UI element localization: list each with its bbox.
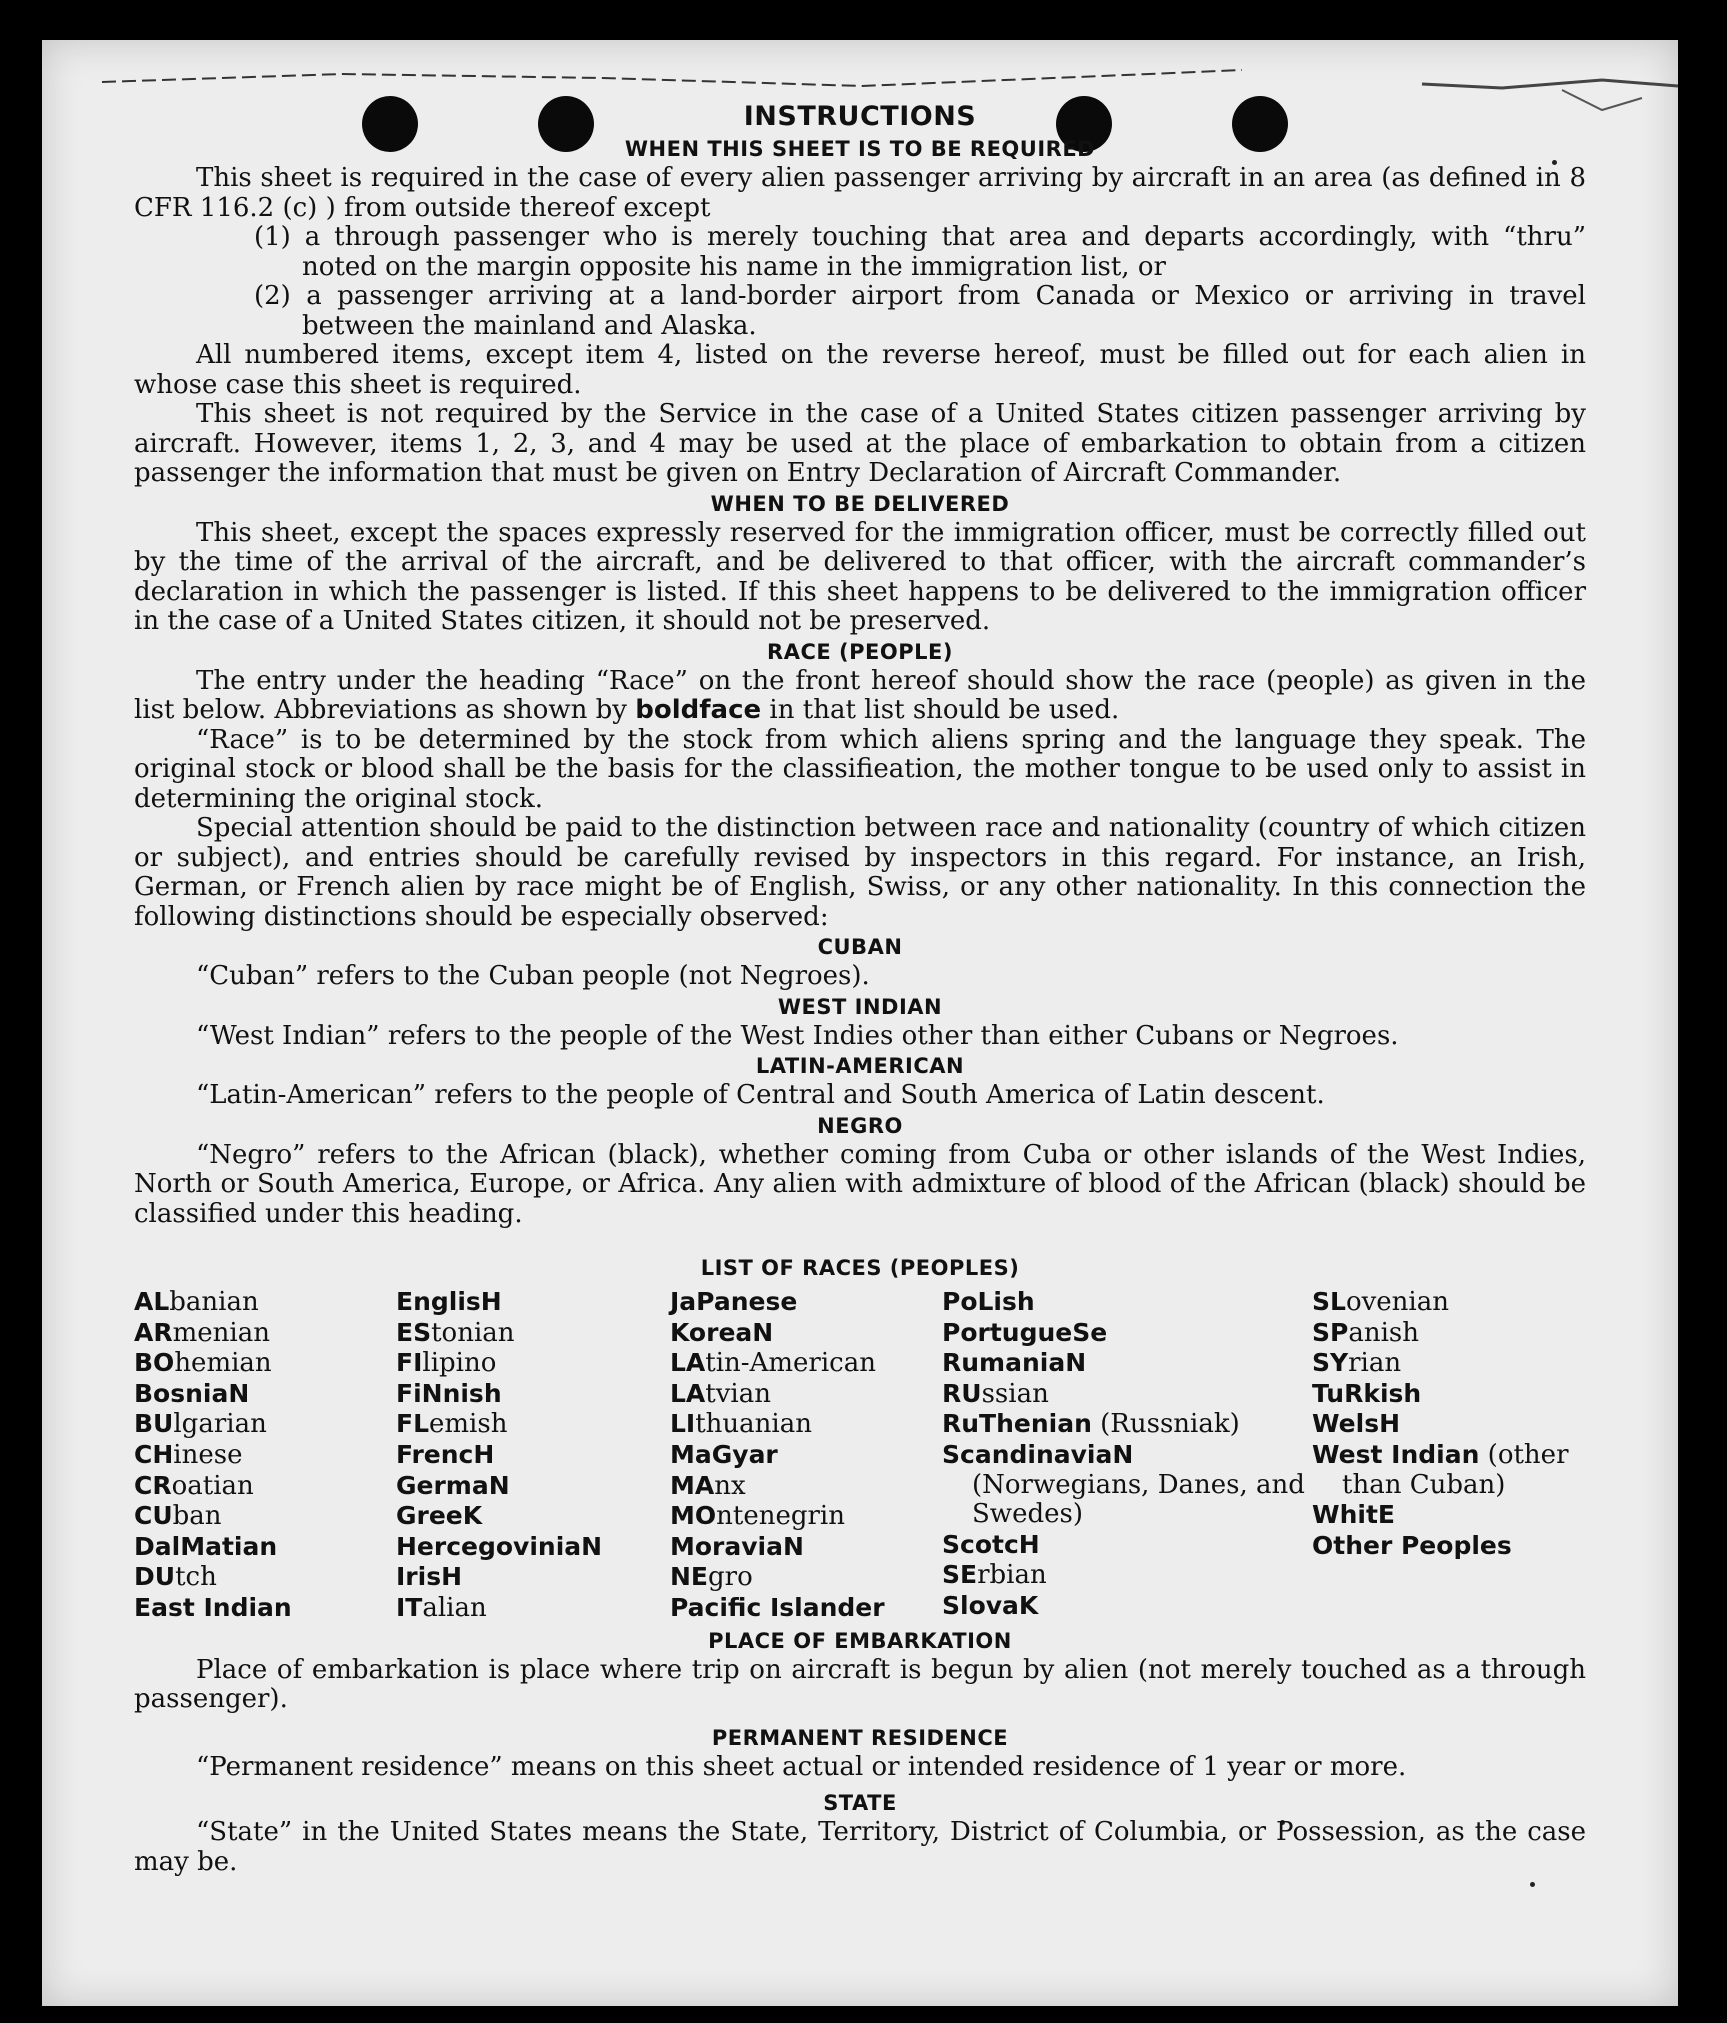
document-sheet: [42, 40, 1678, 2006]
race-abbrev: Pacific Islander: [670, 1592, 885, 1622]
race-abbrev: CU: [134, 1501, 173, 1531]
race-entry: [942, 1318, 1312, 1349]
west-indian-text: “West Indian” refers to the people of the West Indies other than either Cubans or Negroes.: [196, 1020, 1399, 1051]
race-paragraph-1: [134, 667, 1586, 726]
race-abbrev: FL: [396, 1409, 430, 1439]
race-abbrev: NE: [670, 1562, 709, 1592]
race-entry: [134, 1287, 396, 1318]
race-entry: [942, 1530, 1312, 1561]
race-abbrev: Bosnia: [134, 1378, 229, 1408]
race-rest: alian: [422, 1592, 487, 1623]
race-rest: thuanian: [695, 1409, 812, 1440]
race-entry: [134, 1593, 396, 1624]
race-abbrev: TuRkish: [1312, 1378, 1422, 1408]
race-entry: [134, 1562, 396, 1593]
section-heading-cuban: CUBAN: [817, 935, 903, 959]
race-abbrev: ScotcH: [942, 1529, 1040, 1559]
race-entry: [670, 1562, 942, 1593]
speck: [1530, 1882, 1535, 1887]
race-rest: inese: [173, 1439, 243, 1470]
race-rest: oatian: [171, 1470, 254, 1501]
race-rest: rian: [1348, 1348, 1402, 1379]
race-entry: [942, 1348, 1312, 1379]
race-rest: tvian: [705, 1378, 771, 1409]
race-text-a: The entry under the heading “Race” on the front hereof should show the race (people) as given in the list below. Abbreviations as shown by: [134, 665, 1586, 725]
race-entry: [670, 1379, 942, 1410]
race-abbrev: AR: [134, 1317, 173, 1347]
race-abbrev: RU: [942, 1378, 982, 1408]
race-entry: [1312, 1379, 1586, 1410]
race-abbrev: SL: [1312, 1287, 1346, 1316]
race-abbrev: SY: [1312, 1348, 1349, 1378]
race-abbrev: LA: [670, 1378, 706, 1408]
race-abbrev: IrisH: [396, 1562, 463, 1592]
race-abbrev: DalMatian: [134, 1531, 278, 1561]
race-abbrev: WelsH: [1312, 1409, 1401, 1439]
numbered-items-paragraph: All numbered items, except item 4, listed on the reverse hereof, must be filled out for each alien in whose case this sheet is required.: [134, 340, 1586, 400]
race-entry: [134, 1318, 396, 1349]
race-entry: [1312, 1409, 1586, 1440]
state-text: “State” in the United States means the State, Territory, District of Columbia, or Possession, as the case may be.: [134, 1817, 1586, 1877]
race-rest: menian: [172, 1317, 270, 1348]
race-rest: ban: [172, 1501, 222, 1532]
race-abbrev: RuThenian: [942, 1409, 1092, 1439]
race-entry: [670, 1471, 942, 1502]
boldface-word: boldface: [635, 695, 762, 725]
exception-item-1: (1) a through passenger who is merely touching that area and departs accordingly, with “thru” noted on the margin opposite his name in the immigration list, or: [254, 222, 1586, 282]
race-entry: [670, 1409, 942, 1440]
race-abbrev: ES: [396, 1317, 432, 1347]
race-rest: (other than Cuban): [1342, 1439, 1569, 1500]
race-paragraph-2: “Race” is to be determined by the stock from which aliens spring and the language they speak. The original stock or blood shall be the basis for the classifieation, the mother tongue to be used only to assist in determining the original stock.: [134, 724, 1586, 814]
race-abbrev: BO: [134, 1348, 175, 1378]
race-rest: lipino: [422, 1348, 497, 1379]
race-abbrev: MoraviaN: [670, 1531, 804, 1561]
race-entry: [396, 1532, 670, 1563]
race-entry: [1312, 1318, 1586, 1349]
race-abbrev: East Indian: [134, 1592, 292, 1622]
race-entry: [942, 1409, 1312, 1440]
race-entry: [396, 1348, 670, 1379]
race-abbrev: PortugueSe: [942, 1317, 1108, 1347]
race-abbrev: BU: [134, 1409, 174, 1439]
section-heading-delivered: WHEN TO BE DELIVERED: [710, 491, 1010, 516]
section-heading-embarkation: PLACE OF EMBARKATION: [708, 1628, 1012, 1653]
race-entry: [396, 1471, 670, 1502]
race-rest: rbian: [977, 1560, 1047, 1591]
race-entry: [1312, 1287, 1586, 1318]
latin-american-text: “Latin-American” refers to the people of Central and South America of Latin descent.: [196, 1080, 1325, 1110]
race-rest: (Russniak): [1091, 1409, 1240, 1440]
race-rest: gro: [708, 1562, 753, 1593]
section-heading-list-of-races: LIST OF RACES (PEOPLES): [700, 1256, 1020, 1280]
race-entry: [670, 1501, 942, 1532]
race-rest: ntenegrin: [716, 1501, 845, 1532]
instructions-content: [134, 100, 1586, 1877]
race-abbrev: SE: [942, 1560, 978, 1590]
race-entry: [396, 1409, 670, 1440]
page-title: INSTRUCTIONS: [743, 101, 977, 132]
race-entry: [396, 1318, 670, 1349]
race-entry: [942, 1287, 1312, 1318]
embarkation-text: Place of embarkation is place where trip on aircraft is begun by alien (not merely touched as a through passenger).: [134, 1654, 1586, 1715]
race-entry: [670, 1532, 942, 1563]
race-abbrev: FI: [396, 1348, 423, 1378]
race-abbrev: GermaN: [396, 1470, 510, 1500]
race-abbrev: FiNnish: [396, 1378, 502, 1408]
race-entry: [134, 1379, 396, 1410]
delivered-paragraph: This sheet, except the spaces expressly reserved for the immigration officer, must be correctly filled out by the time of the arrival of the aircraft, and be delivered to that officer, with the aircraft commander’s declaration in which the passenger is listed. If this sheet happens to be delivered to the immigration officer in the case of a United States citizen, it should not be preserved.: [134, 517, 1586, 636]
race-abbrev: DU: [134, 1562, 176, 1592]
race-entry: [134, 1471, 396, 1502]
race-abbrev: MA: [670, 1470, 715, 1500]
race-entry: [134, 1501, 396, 1532]
exception-item-2: (2) a passenger arriving at a land-border airport from Canada or Mexico or arriving in travel between the mainland and Alaska.: [254, 281, 1586, 341]
race-entry: [670, 1287, 942, 1318]
race-abbrev: MO: [670, 1501, 717, 1531]
race-rest: emish: [429, 1409, 508, 1440]
race-abbrev: CH: [134, 1439, 174, 1469]
race-abbrev: West Indian: [1312, 1439, 1480, 1469]
race-entry: [1312, 1531, 1586, 1562]
race-rest: tch: [175, 1562, 217, 1593]
race-entry: [134, 1532, 396, 1563]
race-abbrev: LI: [670, 1409, 696, 1439]
negro-text: “Negro” refers to the African (black), whether coming from Cuba or other islands of the West Indies, North or South America, Europe, or Africa. Any alien with admixture of blood of the African (black) should be classified under this heading.: [134, 1139, 1586, 1229]
race-rest: lgarian: [173, 1409, 267, 1440]
race-rest: ssian: [981, 1378, 1049, 1409]
race-abbrev: RumaniaN: [942, 1348, 1087, 1378]
cuban-text: “Cuban” refers to the Cuban people (not Negroes).: [196, 961, 870, 991]
race-entry: [134, 1348, 396, 1379]
race-entry: [670, 1348, 942, 1379]
section-heading-latin-american: LATIN-AMERICAN: [755, 1054, 965, 1078]
race-rest: ovenian: [1345, 1287, 1449, 1317]
race-abbrev: LA: [670, 1348, 706, 1378]
race-abbrev: IT: [396, 1592, 423, 1622]
race-entry: [942, 1560, 1312, 1591]
race-entry: [670, 1593, 942, 1624]
section-heading-residence: PERMANENT RESIDENCE: [711, 1725, 1009, 1750]
race-abbrev: MaGyar: [670, 1439, 778, 1469]
race-entry: [396, 1562, 670, 1593]
race-entry: [396, 1379, 670, 1410]
races-column-4: [942, 1287, 1312, 1624]
race-abbrev: CR: [134, 1470, 172, 1500]
required-paragraph: This sheet is required in the case of every alien passenger arriving by aircraft in an area (as defined in 8 CFR 116.2 (c) ) from outside thereof except: [134, 163, 1586, 223]
race-entry: [396, 1593, 670, 1624]
race-entry: [670, 1318, 942, 1349]
section-heading-required: WHEN THIS SHEET IS TO BE REQUIRED: [624, 137, 1096, 161]
race-entry: [1312, 1440, 1586, 1500]
race-entry: [134, 1409, 396, 1440]
race-entry: [942, 1591, 1312, 1622]
section-heading-state: STATE: [823, 1791, 897, 1816]
race-abbrev: ScandinaviaN: [942, 1439, 1134, 1469]
citizen-paragraph: This sheet is not required by the Service in the case of a United States citizen passenger arriving by aircraft. However, items 1, 2, 3, and 4 may be used at the place of embarkation to obtain from a citizen passenger the information that must be given on Entry Declaration of Aircraft Commander.: [134, 399, 1586, 488]
section-heading-west-indian: WEST INDIAN: [777, 994, 943, 1019]
race-rest: tonian: [431, 1317, 515, 1348]
race-abbrev: EnglisH: [396, 1287, 502, 1316]
races-list: [134, 1287, 1586, 1624]
race-abbrev: SlovaK: [942, 1590, 1039, 1620]
race-rest: banian: [169, 1287, 259, 1317]
races-column-5: [1312, 1287, 1586, 1624]
race-rest: hemian: [174, 1348, 272, 1379]
race-abbrev: PoLish: [942, 1287, 1035, 1316]
race-text-b: in that list should be used.: [761, 695, 1120, 725]
race-abbrev: WhitE: [1312, 1500, 1395, 1530]
residence-text: “Permanent residence” means on this sheet actual or intended residence of 1 year or more.: [196, 1751, 1407, 1782]
race-entry: [396, 1501, 670, 1532]
race-entry: [134, 1440, 396, 1471]
race-rest: (Norwegians, Danes, and Swedes): [972, 1469, 1305, 1530]
race-entry: [396, 1440, 670, 1471]
race-abbrev: KoreaN: [670, 1317, 774, 1347]
exception-list: [254, 223, 1586, 341]
race-rest: anish: [1348, 1317, 1419, 1348]
race-entry: [942, 1379, 1312, 1410]
races-column-1: [134, 1287, 396, 1624]
race-abbrev: AL: [134, 1287, 170, 1316]
race-abbrev-suffix: N: [228, 1378, 250, 1408]
race-entry: [670, 1440, 942, 1471]
race-abbrev: Other Peoples: [1312, 1530, 1512, 1560]
races-column-2: [396, 1287, 670, 1624]
race-entry: [1312, 1500, 1586, 1531]
race-abbrev: JaPanese: [670, 1287, 798, 1316]
race-abbrev: SP: [1312, 1317, 1349, 1347]
race-rest: tin-American: [705, 1348, 876, 1379]
race-abbrev: GreeK: [396, 1501, 483, 1531]
race-entry: [942, 1440, 1312, 1530]
races-column-3: [670, 1287, 942, 1624]
race-paragraph-3: Special attention should be paid to the distinction between race and nationality (country of which citizen or subject), and entries should be carefully revised by inspectors in this regard. For instance, an Irish, German, or French alien by race might be of English, Swiss, or any other nationality. In this connection the following distinctions should be especially observed:: [134, 813, 1586, 932]
race-abbrev: HercegoviniaN: [396, 1531, 603, 1561]
race-entry: [396, 1287, 670, 1318]
race-rest: nx: [714, 1470, 746, 1501]
race-abbrev: FrencH: [396, 1439, 495, 1469]
section-heading-negro: NEGRO: [817, 1113, 903, 1138]
race-entry: [1312, 1348, 1586, 1379]
section-heading-race: RACE (PEOPLE): [767, 639, 953, 664]
